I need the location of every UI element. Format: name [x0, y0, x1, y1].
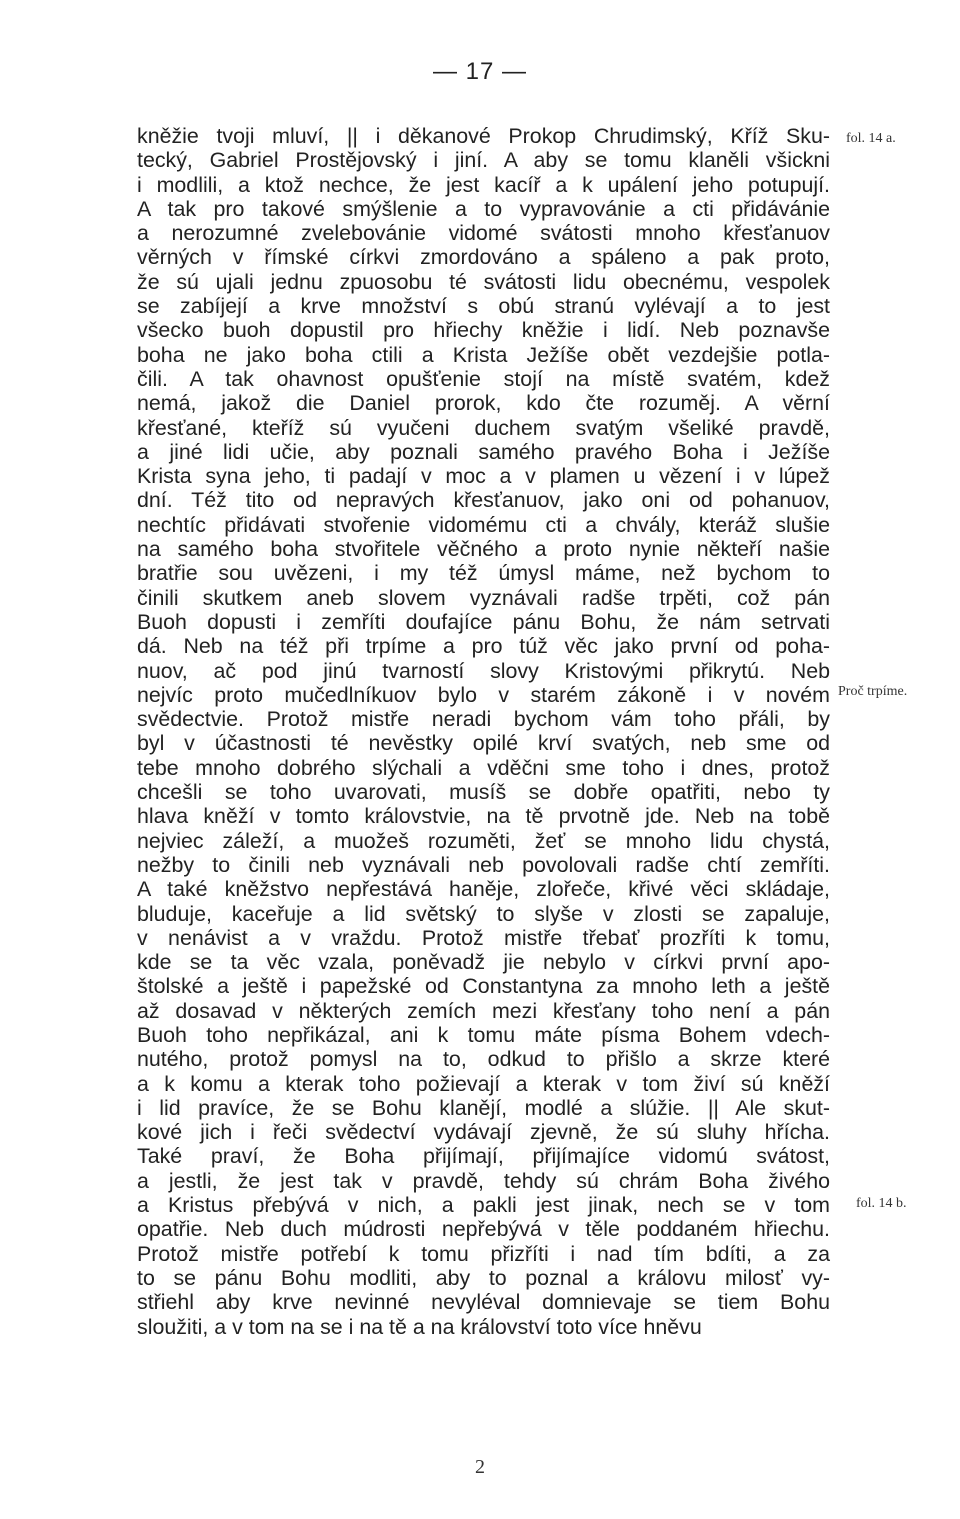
text-line: i modlili, a ktož nechce, že jest kacíř a k upálení jeho potupují.: [137, 172, 830, 197]
text-line: nejviec záleží, a muožeš rozuměti, žeť se mnoho lidu chystá,: [137, 828, 830, 853]
text-line: opatřie. Neb duch múdrosti nepřebývá v těle poddaném hřiechu.: [137, 1217, 830, 1242]
text-line: A tak pro takové smýšlenie a to vypravovánie a cti přidávánie: [137, 196, 830, 221]
text-line: tebe mnoho dobrého slýchali a vděčni sme toho i dnes, protož: [137, 755, 830, 780]
text-line: hlava kněží v tomto královstvie, na tě prvotně jde. Neb na tobě: [137, 804, 830, 829]
text-line: věrných v římské církvi zmordováno a spáleno a pak proto,: [137, 245, 830, 270]
text-line: čili. A tak ohavnost opušťenie stojí na místě svatém, kdež: [137, 366, 830, 391]
page-number: — 17 —: [432, 58, 528, 85]
text-line: to se pánu Bohu modliti, aby to poznal a královu milosť vy-: [137, 1265, 830, 1290]
text-line: svědectvie. Protož mistře neradi bychom vám toho přáli, by: [137, 707, 830, 732]
text-line: dá. Neb na též při trpíme a pro túž věc jako první od poha-: [137, 634, 830, 659]
text-line: chcešli se toho uvarovati, musíš se dobře opatřiti, nebo ty: [137, 780, 830, 805]
text-line: nechtíc přidávati stvořenie vidomému cti a chvály, kteráž slušie: [137, 512, 830, 537]
text-line: střiehl aby krve nevinné nevyléval domnievaje se tiem Bohu: [137, 1290, 830, 1315]
text-line: všecko buoh dopustil pro hřiechy kněžie i lidí. Neb poznavše: [137, 318, 830, 343]
text-line: byl v účastnosti té nevěstky opilé krví svatých, neb sme od: [137, 731, 830, 756]
text-line: sloužiti, a v tom na se i na tě a na království toto více hněvu: [137, 1314, 702, 1339]
text-line: i lid pravíce, že se Bohu klanějí, modlé a slúžie. || Ale skut-: [137, 1095, 830, 1120]
text-line: bluduje, kaceřuje a lid světský to slyše v zlosti se zapaluje,: [137, 901, 830, 926]
text-line: bratřie sou uvězeni, i my též úmysl máme, než bychom to: [137, 561, 830, 586]
margin-note-fol-14b: fol. 14 b.: [856, 1196, 907, 1211]
text-line: a Kristus přebývá v nich, a pakli jest jinak, nech se v tom: [137, 1193, 830, 1218]
text-line: v nenávist a v vraždu. Protož mistře třebať prozříti k tomu,: [137, 925, 830, 950]
text-line: A také kněžstvo nepřestává haněje, zlořeče, křivé věci skládaje,: [137, 877, 830, 902]
text-line: nejvíc proto mučedlníkuov bylo v starém zákoně i v novém: [137, 682, 830, 707]
text-line: kde se ta věc vzala, poněvadž jie nebylo v církvi první apo-: [137, 950, 830, 975]
text-line: Buoh toho nepřikázal, ani k tomu máte písma Bohem vdech-: [137, 1022, 830, 1047]
text-line: Krista syna jeho, ti padají v moc a v plamen u vězení i v lúpež: [137, 464, 830, 489]
margin-note-fol-14a: fol. 14 a.: [846, 131, 896, 146]
text-line: nuov, ač pod jinú tvarností slovy Kristovými přikrytú. Neb: [137, 658, 830, 683]
text-line: a k komu a kterak toho požievají a kterak v tom živí sú kněží: [137, 1071, 830, 1096]
text-line: tecký, Gabriel Prostějovský i jiní. A aby se tomu klaněli všickni: [137, 148, 830, 173]
text-line: křesťané, kteříž sú vyučeni duchem svatým všeliké pravdě,: [137, 415, 830, 440]
text-line: Buoh dopusti i zemříti doufajíce pánu Bohu, že nám setrvati: [137, 609, 830, 634]
main-text: [137, 124, 830, 1339]
text-line: Také praví, že Boha přijímají, přijímajíce vidomú svátost,: [137, 1144, 830, 1169]
text-line: se zabíjejí a krve množství s obú stranú vylévají a to jest: [137, 294, 830, 319]
text-line: činili skutkem aneb slovem vyznávali radše trpěti, což pán: [137, 585, 830, 610]
text-line: kové jich i řeči svědectví vydávají zjevně, že sú sluhy hřícha.: [137, 1120, 830, 1145]
text-line: dní. Též tito od nepravých křesťanuov, jako oni od pohanuov,: [137, 488, 830, 513]
text-line: boha ne jako boha ctili a Krista Ježíše obět vezdejšie potla-: [137, 342, 830, 367]
text-line: na samého boha stvořitele věčného a proto nynie někteří našie: [137, 537, 830, 562]
text-line: až dosavad v některých zemích mezi křesťany toho není a pán: [137, 998, 830, 1023]
text-line: a jestli, že jest tak v pravdě, tehdy sú chrám Boha živého: [137, 1168, 830, 1193]
text-line: kněžie tvoji mluví, || i děkanové Prokop Chrudimský, Kříž Sku-: [137, 124, 830, 148]
text-line: nežby to činili neb vyznávali neb povolovali radše chtí zemříti.: [137, 852, 830, 877]
text-line: a nerozumné zvelebovánie vidomé svátosti mnoho křesťanuov: [137, 221, 830, 246]
text-line: nemá, jakož die Daniel prorok, kdo čte rozuměj. A věrní: [137, 391, 830, 416]
text-line: že sú ujali jednu zpuosobu té svátosti lidu obecnému, vespolek: [137, 269, 830, 294]
signature-mark: 2: [475, 1456, 485, 1478]
text-line: štolské a ještě i papežské od Constantyna za mnoho leth a ještě: [137, 974, 830, 999]
text-line: Protož mistře potřebí k tomu přizříti i nad tím bdíti, a za: [137, 1241, 830, 1266]
text-line: a jiné lidi učie, aby poznali samého pravého Boha i Ježíše: [137, 439, 830, 464]
margin-note-proc-trpime: Proč trpíme.: [838, 684, 908, 699]
text-line: nutého, protož pomysl na to, odkud to přišlo a skrze které: [137, 1047, 830, 1072]
